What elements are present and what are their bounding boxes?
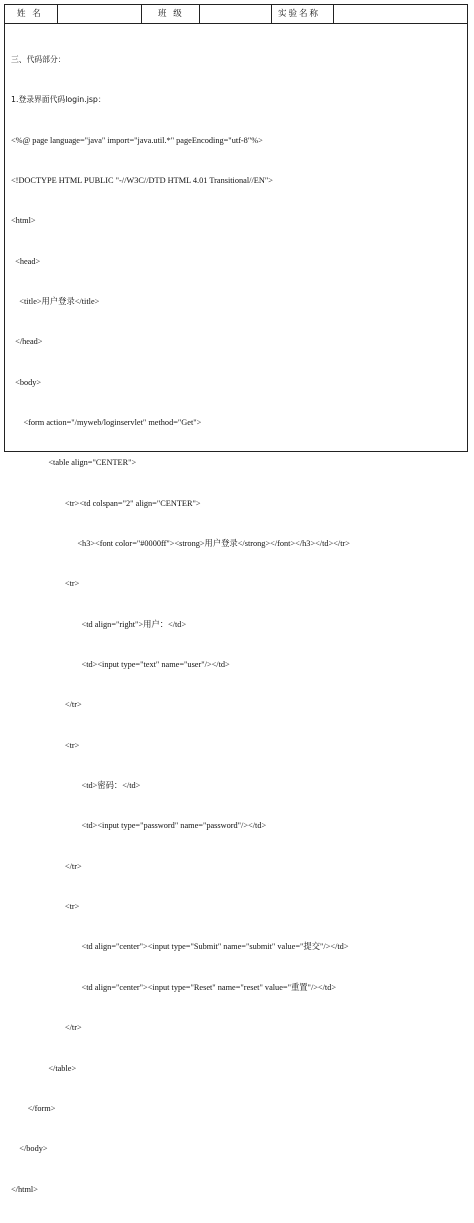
code-line: <td><input type="text" name="user"/></td> <box>11 660 230 670</box>
code-line: <td><input type="password" name="password"/></td> <box>11 821 267 831</box>
report-sheet <box>4 4 468 1194</box>
code-section <box>11 26 467 1223</box>
class-label-cell <box>142 5 200 23</box>
class-label: 班 级 <box>158 9 184 19</box>
code-line: </html> <box>11 1184 38 1194</box>
code-line: <tr><td colspan="2" align="CENTER"> <box>11 498 201 508</box>
code-line: <td align="center"><input type="Submit" name="submit" value="提交"/></td> <box>11 942 349 952</box>
code-line: </table> <box>11 1063 77 1073</box>
experiment-label: 实验名称 <box>278 9 321 19</box>
code-line: <tr> <box>11 740 80 750</box>
code-line: </tr> <box>11 700 82 710</box>
name-value-cell <box>58 5 142 23</box>
code-line: <h3><font color="#0000ff"><strong>用户登录</strong></font></h3></td></tr> <box>11 539 350 549</box>
code-line: <table align="CENTER"> <box>11 458 137 468</box>
code-line: </body> <box>11 1144 48 1154</box>
code-line: <form action="/myweb/loginservlet" method="Get"> <box>11 418 202 427</box>
code-line: <head> <box>11 256 41 266</box>
name-label: 姓 名 <box>17 9 43 19</box>
code-line: <!DOCTYPE HTML PUBLIC "-//W3C//DTD HTML 4.01 Transitional//EN"> <box>11 175 273 185</box>
code-line: <tr> <box>11 579 80 589</box>
code-line: <td>密码：</td> <box>11 781 141 791</box>
code-line: </tr> <box>11 1023 82 1033</box>
code-line: </head> <box>11 337 43 347</box>
code-line: <tr> <box>11 902 80 912</box>
code-line: <title>用户登录</title> <box>11 296 100 306</box>
code-line: <td align="center"><input type="Reset" name="reset" value="重置"/></td> <box>11 982 337 992</box>
experiment-value-cell <box>334 5 469 23</box>
code-line: <%@ page language="java" import="java.util.*" pageEncoding="utf-8"%> <box>11 135 263 145</box>
file-title: 1.登录界面代码login.jsp： <box>11 95 106 105</box>
code-line: </tr> <box>11 861 82 871</box>
class-value-cell <box>200 5 272 23</box>
experiment-label-cell <box>272 5 334 23</box>
code-line: </form> <box>11 1103 56 1113</box>
code-line: <td align="right">用户：</td> <box>11 619 187 629</box>
header-row <box>5 5 467 24</box>
section-title: 三、代码部分： <box>11 54 66 64</box>
code-line: <html> <box>11 216 36 226</box>
name-label-cell <box>5 5 58 23</box>
code-line: <body> <box>11 377 42 387</box>
